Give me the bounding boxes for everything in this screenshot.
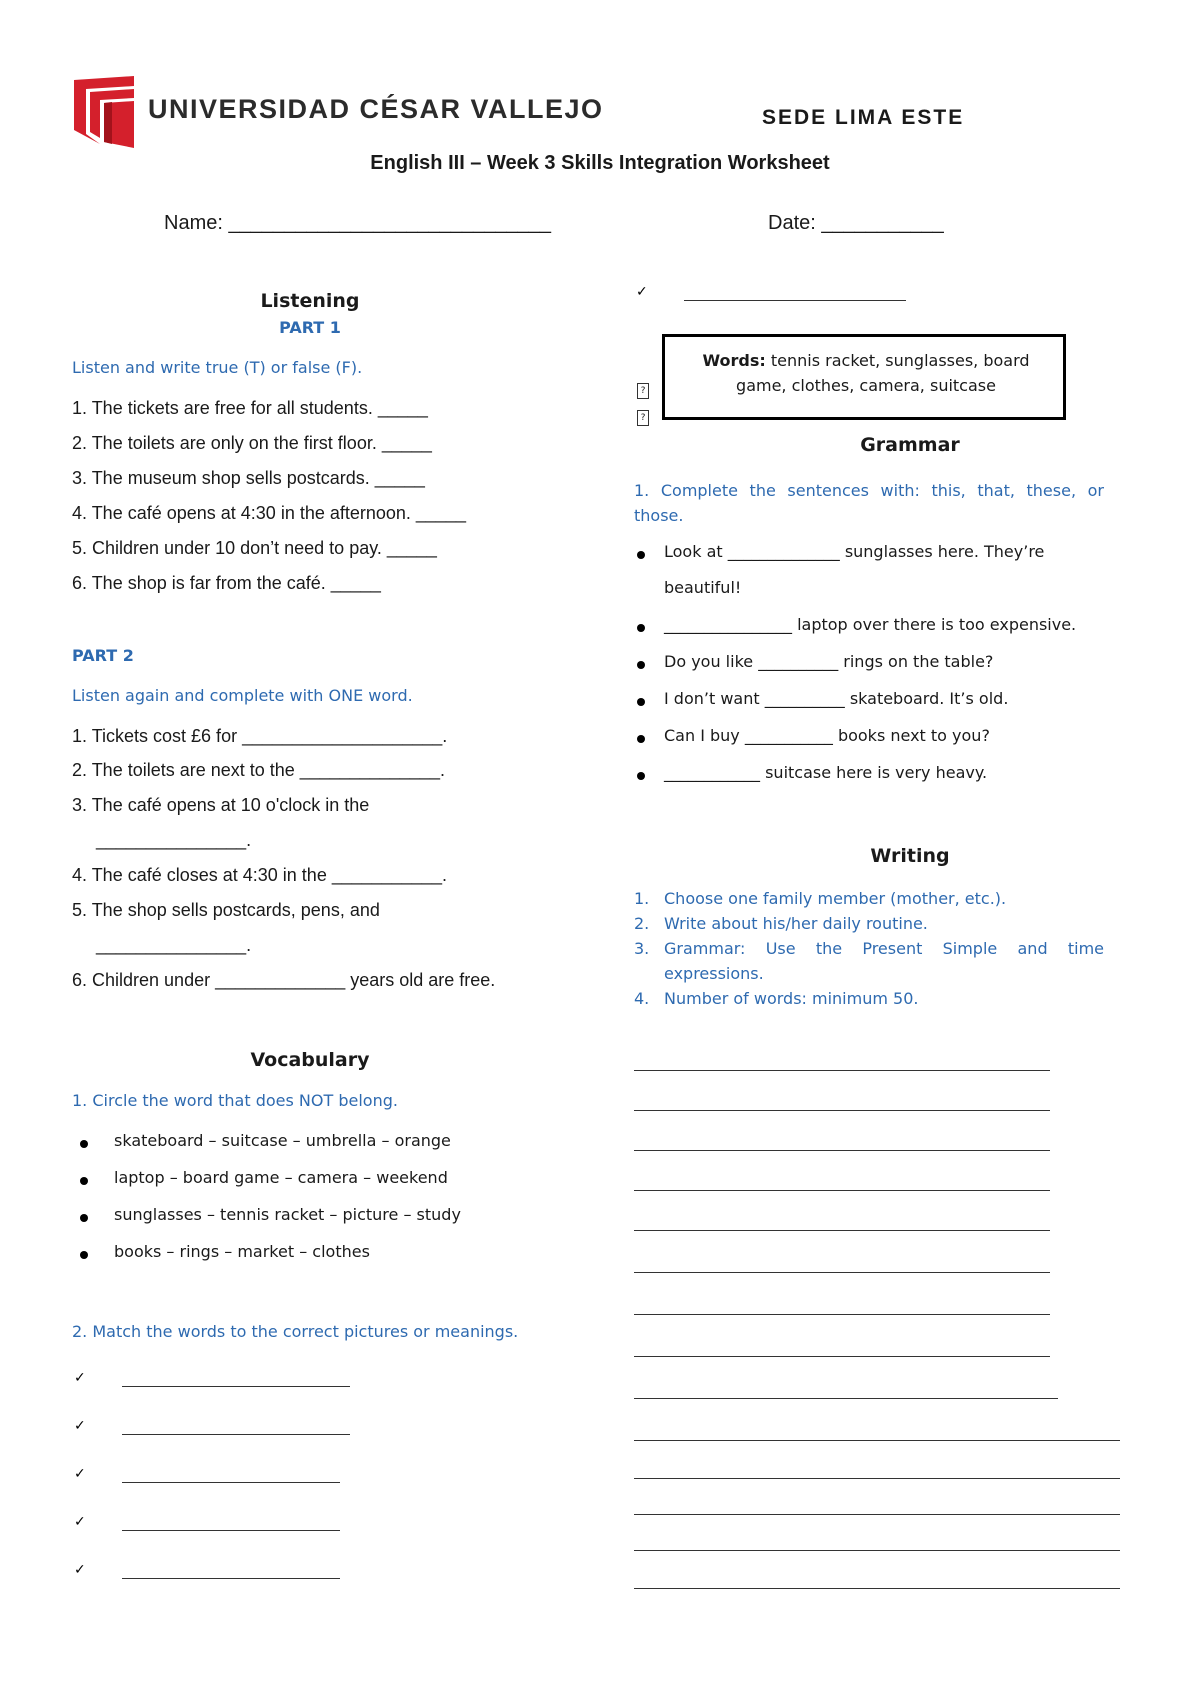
grammar-item: Do you like __________ rings on the table?: [664, 652, 994, 671]
bullet-icon: [80, 1214, 88, 1222]
writing-step-number: 3.: [634, 939, 650, 958]
answer-line[interactable]: [122, 1482, 340, 1483]
writing-line[interactable]: [634, 1550, 1120, 1551]
answer-line[interactable]: [122, 1386, 350, 1387]
part1-item: 2. The toilets are only on the first floor. _____: [72, 433, 432, 453]
name-field[interactable]: Name: _____________________________: [164, 212, 552, 234]
writing-step-cont: expressions.: [664, 964, 764, 983]
vocab-q1-item: sunglasses – tennis racket – picture – study: [114, 1205, 461, 1224]
writing-step: Number of words: minimum 50.: [664, 989, 919, 1008]
writing-line[interactable]: [634, 1588, 1120, 1589]
part2-label: PART 2: [72, 646, 134, 665]
part2-item: 4. The café closes at 4:30 in the ___________.: [72, 865, 447, 885]
checkmark-icon: ✓: [74, 1562, 86, 1578]
part2-item-cont: _______________.: [96, 830, 252, 850]
bullet-icon: [637, 772, 645, 780]
vocab-q1-instruction: 1. Circle the word that does NOT belong.: [72, 1091, 398, 1110]
part2-instruction: Listen again and complete with ONE word.: [72, 686, 413, 705]
part2-item: 1. Tickets cost £6 for ____________________.: [72, 726, 448, 746]
campus-label: SEDE LIMA ESTE: [762, 106, 965, 129]
writing-step: Choose one family member (mother, etc.).: [664, 889, 1007, 908]
grammar-heading: Grammar: [860, 434, 960, 456]
vocab-q2-instruction: 2. Match the words to the correct pictures or meanings.: [72, 1322, 519, 1341]
missing-glyph-icon: ?: [637, 410, 649, 426]
writing-step-number: 4.: [634, 989, 650, 1008]
writing-line[interactable]: [634, 1230, 1050, 1231]
bullet-icon: [637, 624, 645, 632]
checkmark-icon: ✓: [636, 284, 648, 300]
word-bank: [676, 348, 1056, 398]
writing-line[interactable]: [634, 1150, 1050, 1151]
bullet-icon: [637, 661, 645, 669]
vocabulary-heading: Vocabulary: [250, 1049, 370, 1071]
writing-step-number: 2.: [634, 914, 650, 933]
missing-glyph-icon: ?: [637, 383, 649, 399]
bullet-icon: [637, 735, 645, 743]
part1-item: 5. Children under 10 don’t need to pay. _____: [72, 538, 437, 558]
grammar-item-cont: beautiful!: [664, 578, 742, 597]
bullet-icon: [637, 551, 645, 559]
grammar-item: I don’t want __________ skateboard. It’s old.: [664, 689, 1009, 708]
answer-line[interactable]: [122, 1434, 350, 1435]
checkmark-icon: ✓: [74, 1466, 86, 1482]
part1-label: PART 1: [279, 318, 341, 337]
grammar-item: ________________ laptop over there is too expensive.: [664, 615, 1077, 634]
part1-instruction: Listen and write true (T) or false (F).: [72, 358, 363, 377]
writing-line[interactable]: [634, 1478, 1120, 1479]
date-field[interactable]: Date: ___________: [768, 212, 944, 234]
answer-line[interactable]: [684, 300, 906, 301]
writing-line[interactable]: [634, 1314, 1050, 1315]
part1-item: 6. The shop is far from the café. _____: [72, 573, 381, 593]
answer-line[interactable]: [122, 1530, 340, 1531]
writing-line[interactable]: [634, 1110, 1050, 1111]
writing-step: Write about his/her daily routine.: [664, 914, 928, 933]
grammar-instruction: 1. Complete the sentences with: this, that, these, or those.: [634, 481, 1104, 525]
writing-line[interactable]: [634, 1440, 1120, 1441]
writing-heading: Writing: [870, 845, 950, 867]
grammar-item: Can I buy ___________ books next to you?: [664, 726, 990, 745]
writing-line[interactable]: [634, 1514, 1120, 1515]
page-title: English III – Week 3 Skills Integration Worksheet: [370, 152, 830, 174]
word-bank-words: tennis racket, sunglasses, board game, clothes, camera, suitcase: [736, 351, 1030, 395]
listening-heading: Listening: [260, 290, 360, 312]
part1-item: 3. The museum shop sells postcards. _____: [72, 468, 425, 488]
writing-line[interactable]: [634, 1356, 1050, 1357]
part2-item: 2. The toilets are next to the ______________.: [72, 760, 445, 780]
checkmark-icon: ✓: [74, 1418, 86, 1434]
grammar-item: ____________ suitcase here is very heavy.: [664, 763, 988, 782]
vocab-q1-item: skateboard – suitcase – umbrella – orange: [114, 1131, 451, 1150]
vocab-q1-item: books – rings – market – clothes: [114, 1242, 370, 1261]
writing-line[interactable]: [634, 1190, 1050, 1191]
answer-line[interactable]: [122, 1578, 340, 1579]
part1-item: 1. The tickets are free for all students. _____: [72, 398, 428, 418]
checkmark-icon: ✓: [74, 1370, 86, 1386]
writing-line[interactable]: [634, 1398, 1058, 1399]
part2-item: 5. The shop sells postcards, pens, and: [72, 900, 380, 920]
word-bank-label: Words:: [702, 351, 766, 370]
part2-item: 6. Children under _____________ years old are free.: [72, 970, 496, 990]
part1-item: 4. The café opens at 4:30 in the afternoon. _____: [72, 503, 466, 523]
part2-item: 3. The café opens at 10 o'clock in the: [72, 795, 370, 815]
bullet-icon: [80, 1251, 88, 1259]
writing-line[interactable]: [634, 1070, 1050, 1071]
university-logo: [72, 72, 138, 148]
part2-item-cont: _______________.: [96, 935, 252, 955]
writing-step: Grammar: Use the Present Simple and time: [664, 939, 1104, 958]
writing-step-number: 1.: [634, 889, 650, 908]
writing-line[interactable]: [634, 1272, 1050, 1273]
bullet-icon: [80, 1177, 88, 1185]
vocab-q1-item: laptop – board game – camera – weekend: [114, 1168, 448, 1187]
bullet-icon: [637, 698, 645, 706]
grammar-item: Look at ______________ sunglasses here. They’re: [664, 542, 1045, 561]
university-name: UNIVERSIDAD CÉSAR VALLEJO: [148, 94, 604, 124]
checkmark-icon: ✓: [74, 1514, 86, 1530]
bullet-icon: [80, 1140, 88, 1148]
